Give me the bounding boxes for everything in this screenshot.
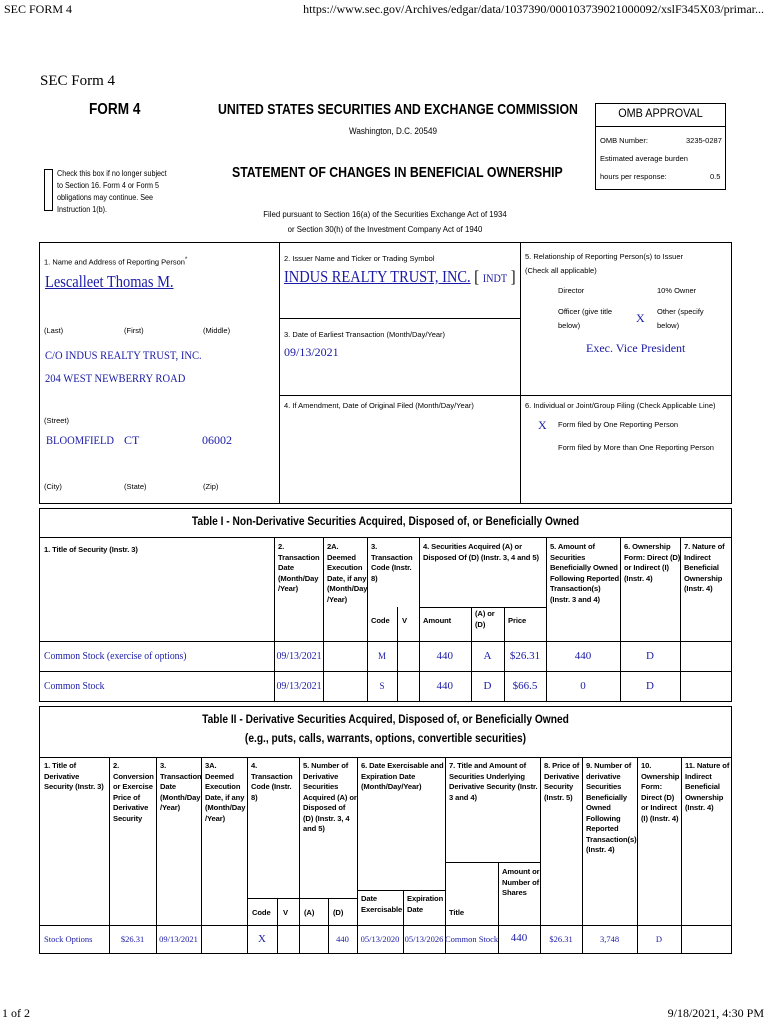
t2-r1-underlying-amount: 440 (510, 932, 528, 944)
t2-col2-header: 2. Conversion or Exercise Price of Derivative Security (113, 761, 154, 823)
city-value: BLOOMFIELD (46, 433, 115, 447)
earliest-date-label: 3. Date of Earliest Transaction (Month/Day/Year) (284, 330, 446, 339)
t2-col8-header: 8. Price of Derivative Security (Instr. 5) (544, 761, 580, 802)
t2-col1-header: 1. Title of Derivative Security (Instr. 3) (44, 761, 104, 791)
omb-number-label: OMB Number: (600, 136, 648, 145)
t2-col10-header: 10. Ownership Form: Direct (D) or Indirect (I) (Instr. 4) (641, 761, 680, 823)
checkbox-instruction: Check this box if no longer subject to Section 16. Form 4 or Form 5 obligations may continue. See Instruction 1(b). (57, 169, 167, 214)
t1-r1-title: Common Stock (exercise of options) (44, 650, 187, 662)
state-value: CT (124, 433, 140, 447)
t2-r1-expiration: 05/13/2026 (404, 934, 444, 944)
relationship-label2: (Check all applicable) (525, 266, 597, 275)
t2-r1-underlying-title: Common Stock (445, 934, 499, 944)
t2-col11-header: 11. Nature of Indirect Beneficial Ownership (Instr. 4) (685, 761, 730, 812)
zip-label: (Zip) (203, 482, 219, 491)
t2-col3a-header: 3A. Deemed Execution Date, if any (Month/Day /Year) (205, 761, 246, 823)
t2-col5-header: 5. Number of Derivative Securities Acquired (A) or Disposed of (D) (Instr. 3, 4 and 5) (303, 761, 357, 833)
tab-title: SEC FORM 4 (4, 2, 73, 16)
t2-r1-form: D (655, 934, 663, 944)
street-label: (Street) (44, 416, 70, 425)
t2-col9-header: 9. Number of derivative Securities Beneficially Owned Following Reported Transaction(s) (Instr. 4) (586, 761, 637, 854)
print-datetime: 9/18/2021, 4:30 PM (667, 1006, 764, 1020)
omb-number-value: 3235-0287 (686, 136, 722, 145)
officer-title: Exec. Vice President (586, 341, 686, 355)
t1-r1-form: D (646, 650, 654, 662)
issuer-name-line: INDUS REALTY TRUST, INC. [ INDT ] (284, 267, 516, 286)
table1-title: Table I - Non-Derivative Securities Acquired, Disposed of, or Beneficially Owned (191, 514, 580, 528)
t1-r2-ad: D (483, 680, 492, 692)
t1-col7-header: 7. Nature of Indirect Beneficial Ownership (Instr. 4) (684, 542, 725, 593)
form-title: FORM 4 (89, 101, 141, 118)
t1-col4-header: 4. Securities Acquired (A) or Disposed Of (D) (Instr. 3, 4 and 5) (423, 542, 539, 562)
t2-d-header: (D) (333, 908, 344, 917)
filing-label: 6. Individual or Joint/Group Filing (Check Applicable Line) (525, 401, 716, 410)
t1-r1-amount: 440 (436, 650, 453, 662)
t2-code-header: Code (252, 908, 271, 917)
issuer-ticker: INDT (482, 271, 508, 285)
t2-v-header: V (283, 908, 288, 917)
t2-r1-exercisable: 05/13/2020 (360, 934, 400, 944)
t2-r1-deriv-price: $26.31 (549, 934, 573, 944)
t1-col2a-header: 2A. Deemed Execution Date, if any (Month/Day /Year) (327, 542, 368, 604)
t1-r1-price: $26.31 (509, 650, 541, 662)
filing-one-person[interactable]: Form filed by One Reporting Person (558, 420, 679, 429)
t2-amount-shares-header: Amount or Number of Shares (502, 867, 540, 897)
t1-col1-header: 1. Title of Security (Instr. 3) (44, 545, 138, 554)
t1-r2-price: $66.5 (512, 680, 538, 692)
filed-pursuant-line2: or Section 30(h) of the Investment Company Act of 1940 (287, 224, 483, 234)
t2-r1-date: 09/13/2021 (159, 934, 198, 944)
t2-col3-header: 3. Transaction Date (Month/Day /Year) (160, 761, 202, 812)
t2-r1-title: Stock Options (44, 934, 93, 944)
earliest-date-value: 09/13/2021 (284, 345, 339, 359)
reporting-person-label: 1. Name and Address of Reporting Person* (44, 256, 188, 267)
page-url[interactable]: https://www.sec.gov/Archives/edgar/data/1037390/000103739021000092/xslF345X03/primar... (303, 2, 764, 16)
state-label: (State) (124, 482, 147, 491)
relationship-label1: 5. Relationship of Reporting Person(s) to Issuer (525, 252, 683, 261)
address-line2: 204 WEST NEWBERRY ROAD (45, 371, 186, 385)
issuer-label: 2. Issuer Name and Ticker or Trading Symbol (284, 254, 435, 263)
officer-option-line2: below) (558, 321, 581, 330)
t1-col5-header: 5. Amount of Securities Beneficially Owned Following Reported Transaction(s) (Instr. 3 and 4) (550, 542, 620, 604)
t1-r1-code: M (377, 651, 386, 661)
middle-label: (Middle) (203, 326, 231, 335)
amendment-label: 4. If Amendment, Date of Original Filed (Month/Day/Year) (284, 401, 474, 410)
first-label: (First) (124, 326, 144, 335)
t2-col7-header: 7. Title and Amount of Securities Underlying Derivative Security (Instr. 3 and 4) (449, 761, 538, 802)
t2-col4-header: 4. Transaction Code (Instr. 8) (251, 761, 293, 802)
zip-value: 06002 (202, 433, 232, 447)
agency-location: Washington, D.C. 20549 (349, 126, 437, 136)
t1-r2-code: S (379, 681, 385, 691)
t2-col6-header: 6. Date Exercisable and Expiration Date (Month/Day/Year) (361, 761, 444, 791)
filing-mark: X (538, 418, 547, 432)
page-count: 1 of 2 (2, 1006, 30, 1020)
t2-r1-d: 440 (336, 934, 349, 944)
t1-ad-header: (A) or (D) (475, 609, 495, 629)
address-line1: C/O INDUS REALTY TRUST, INC. (45, 348, 202, 362)
officer-mark: X (636, 311, 645, 325)
officer-option-line1[interactable]: Officer (give title (558, 307, 613, 316)
t2-r1-owned: 3,748 (599, 934, 620, 944)
t1-r2-date: 09/13/2021 (276, 680, 322, 692)
t1-r1-ad: A (483, 650, 492, 662)
statement-title: STATEMENT OF CHANGES IN BENEFICIAL OWNERSHIP (232, 164, 563, 181)
omb-burden-label1: Estimated average burden (600, 154, 688, 163)
t2-expiration-header: Expiration Date (407, 894, 444, 914)
reporting-person-name[interactable]: Lescalleet Thomas M. (45, 272, 174, 291)
t1-col6-header: 6. Ownership Form: Direct (D) or Indirect (I) (Instr. 4) (624, 542, 681, 583)
t1-price-header: Price (508, 616, 527, 625)
t2-title-header: Title (449, 908, 464, 917)
filed-pursuant-line1: Filed pursuant to Section 16(a) of the Securities Exchange Act of 1934 (263, 209, 507, 219)
last-label: (Last) (44, 326, 64, 335)
table2-title: Table II - Derivative Securities Acquired, Disposed of, or Beneficially Owned (202, 712, 569, 726)
t1-r2-title: Common Stock (44, 680, 105, 692)
t1-r1-owned: 440 (574, 650, 592, 662)
t1-v-header: V (402, 616, 407, 625)
t1-code-header: Code (371, 616, 390, 625)
other-option-line2: below) (657, 321, 680, 330)
t1-r2-amount: 440 (436, 680, 453, 692)
filing-more-persons[interactable]: Form filed by More than One Reporting Person (558, 443, 714, 452)
t1-r2-form: D (646, 680, 654, 692)
t2-exercisable-header: Date Exercisable (361, 894, 403, 914)
omb-burden-value: 0.5 (710, 172, 721, 181)
t1-col3-header: 3. Transaction Code (Instr. 8) (371, 542, 413, 583)
t2-r1-price: $26.31 (120, 934, 145, 944)
t1-col2-header: 2. Transaction Date (Month/Day /Year) (278, 542, 320, 593)
director-option[interactable]: Director (558, 286, 585, 295)
t2-a-header: (A) (304, 908, 315, 917)
omb-burden-label2: hours per response: (600, 172, 667, 181)
sec-form-label: SEC Form 4 (40, 73, 116, 89)
issuer-name[interactable]: INDUS REALTY TRUST, INC. (284, 267, 471, 286)
t1-r2-owned: 0 (580, 680, 586, 692)
omb-title: OMB APPROVAL (618, 106, 703, 120)
t1-amount-header: Amount (423, 616, 452, 625)
no-longer-subject-checkbox[interactable] (44, 169, 53, 211)
table2-subtitle: (e.g., puts, calls, warrants, options, convertible securities) (244, 731, 527, 745)
other-option-line1[interactable]: Other (specify (657, 307, 704, 316)
city-label: (City) (44, 482, 62, 491)
ten-percent-option[interactable]: 10% Owner (657, 286, 697, 295)
t2-r1-code: X (258, 933, 266, 945)
t1-r1-date: 09/13/2021 (276, 650, 322, 662)
agency-title: UNITED STATES SECURITIES AND EXCHANGE COMMISSION (218, 101, 578, 118)
